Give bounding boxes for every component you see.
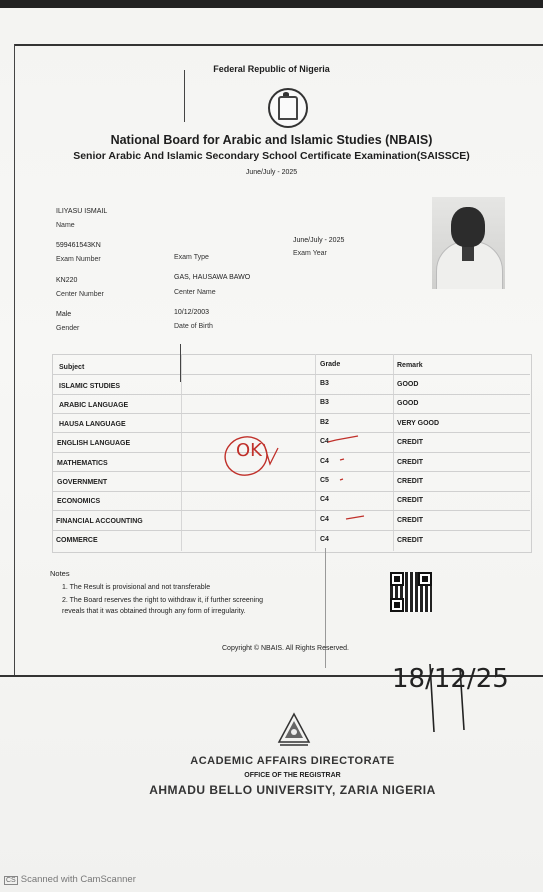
remark-cell: CREDIT (397, 497, 424, 504)
center-name-label: Center Name (174, 289, 216, 296)
subject-cell: MATHEMATICS (57, 460, 108, 467)
remark-cell: CREDIT (397, 459, 424, 466)
subject-cell: GOVERNMENT (57, 479, 108, 486)
candidate-photo (432, 197, 505, 289)
remark-cell: VERY GOOD (397, 420, 440, 427)
note-item: 2. The Board reserves the right to withdraw it, if further screening reveals that it was obtained through any form of irregularity. (62, 597, 264, 615)
gender-label: Gender (56, 325, 80, 332)
frame-top-border (14, 44, 543, 46)
scanner-text: Scanned with CamScanner (20, 874, 136, 885)
grade-cell: B2 (320, 419, 329, 426)
exam-type-label: Exam Type (174, 254, 209, 261)
stamp-directorate: ACADEMIC AFFAIRS DIRECTORATE (190, 755, 395, 767)
examination-title: Senior Arabic And Islamic Secondary School Certificate Examination(SAISSCE) (73, 150, 470, 162)
grade-cell: B3 (320, 399, 329, 406)
nbais-seal-icon (268, 88, 308, 128)
remark-cell: GOOD (397, 400, 419, 407)
grade-cell: C5 (320, 477, 329, 484)
organization-title: National Board for Arabic and Islamic Studies (NBAIS) (110, 133, 433, 147)
scanner-watermark (4, 874, 136, 885)
remark-cell: GOOD (397, 381, 419, 388)
notes-title: Notes (50, 569, 70, 578)
dob-label: Date of Birth (174, 323, 213, 330)
camscanner-badge: CS (6, 877, 16, 884)
copyright-text: Copyright © NBAIS. All Rights Reserved. (222, 645, 349, 652)
table-divider (52, 374, 530, 375)
exam-year-value: June/July - 2025 (293, 237, 345, 244)
exam-number-value: 599461543KN (56, 242, 101, 249)
pen-stroke (184, 70, 185, 122)
candidate-name-value: ILIYASU ISMAIL (56, 208, 108, 215)
remark-cell: CREDIT (397, 517, 424, 524)
scan-top-edge (0, 0, 543, 8)
remark-cell: CREDIT (397, 439, 424, 446)
exam-session: June/July - 2025 (245, 169, 298, 176)
subject-cell: HAUSA LANGUAGE (59, 421, 126, 428)
handwritten-ok-mark: OK (236, 440, 262, 461)
grade-cell: C4 (320, 438, 329, 445)
stamp-office: OFFICE OF THE REGISTRAR (244, 772, 341, 779)
column-header-remark: Remark (397, 362, 423, 369)
handwritten-date: 18/12/25 (392, 664, 509, 694)
center-name-value: GAS, HAUSAWA BAWO (174, 274, 251, 281)
column-header-subject: Subject (59, 364, 85, 371)
remark-cell: CREDIT (397, 537, 424, 544)
pen-stroke (180, 344, 181, 382)
note-item: 1. The Result is provisional and not transferable (62, 584, 211, 591)
dob-value: 10/12/2003 (174, 309, 210, 316)
remark-cell: CREDIT (397, 478, 424, 485)
abu-crest-icon (276, 712, 312, 748)
exam-number-label: Exam Number (56, 256, 101, 263)
subject-cell: COMMERCE (56, 537, 98, 544)
gender-value: Male (56, 311, 72, 318)
center-number-label: Center Number (56, 291, 104, 298)
grade-cell: C4 (320, 536, 329, 543)
subject-cell: ECONOMICS (57, 498, 101, 505)
column-header-grade: Grade (320, 361, 341, 368)
table-divider (52, 394, 530, 395)
subject-cell: ISLAMIC STUDIES (59, 383, 121, 390)
signature-strokes-icon (400, 662, 510, 742)
table-divider (52, 530, 530, 531)
subject-cell: ENGLISH LANGUAGE (57, 440, 131, 447)
qr-code-icon (390, 572, 432, 612)
subject-cell: ARABIC LANGUAGE (59, 402, 129, 409)
subject-cell: FINANCIAL ACCOUNTING (56, 518, 143, 525)
candidate-name-label: Name (56, 222, 75, 229)
grade-cell: C4 (320, 516, 329, 523)
country-heading: Federal Republic of Nigeria (213, 64, 330, 74)
exam-year-label: Exam Year (293, 250, 327, 257)
center-number-value: KN220 (56, 277, 78, 284)
stamp-university: AHMADU BELLO UNIVERSITY, ZARIA NIGERIA (149, 783, 436, 797)
grade-cell: B3 (320, 380, 329, 387)
table-divider (52, 413, 530, 414)
grade-cell: C4 (320, 458, 329, 465)
grade-cell: C4 (320, 496, 329, 503)
